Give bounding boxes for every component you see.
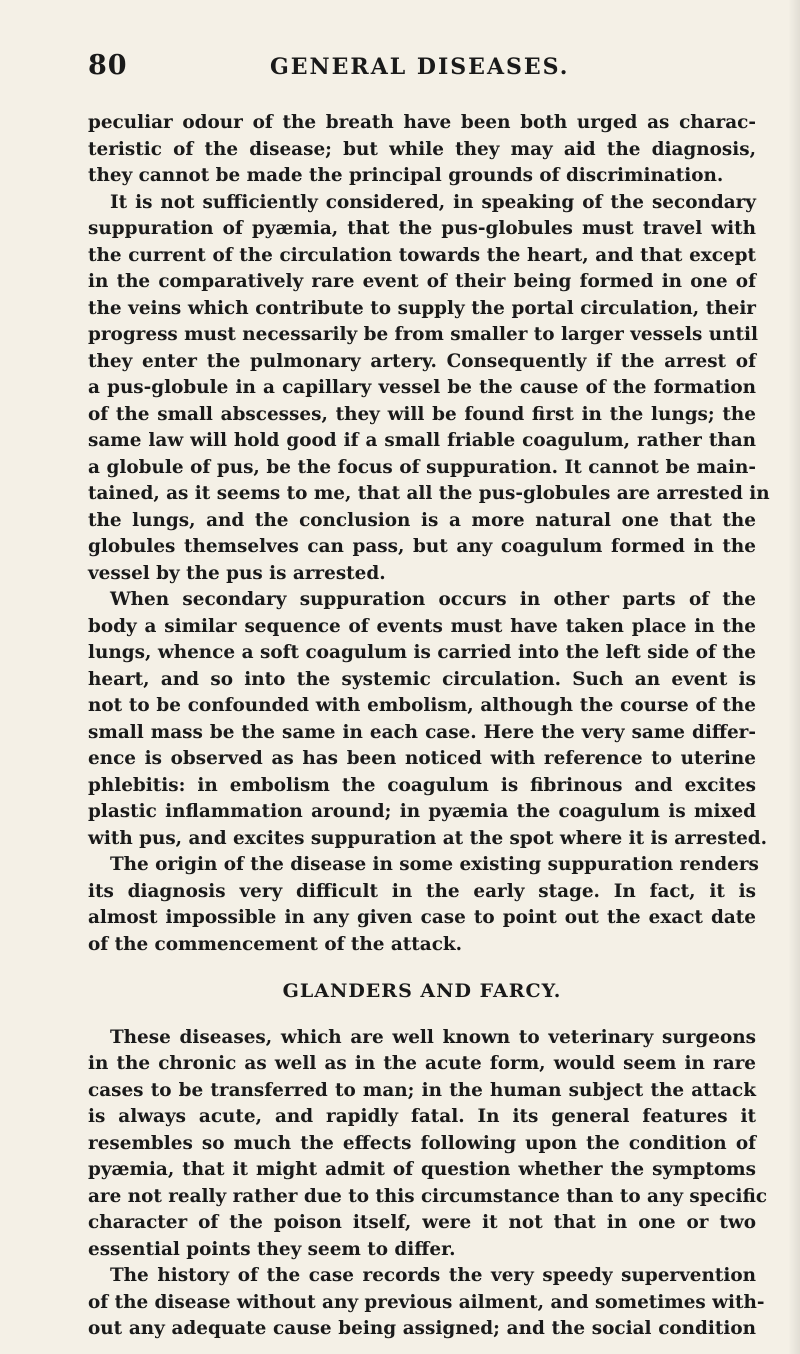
text-line: a pus-globule in a capillary vessel be the cause of the formation <box>88 377 756 398</box>
text-line: in the chronic as well as in the acute form, would seem in rare <box>88 1053 756 1074</box>
text-line: they cannot be made the principal grounds of discrimination. <box>88 165 724 186</box>
paragraph <box>88 587 768 852</box>
text-line: small mass be the same in each case. Here the very same differ- <box>88 721 756 743</box>
paragraph <box>88 1263 765 1343</box>
text-line: they enter the pulmonary artery. Consequently if the arrest of <box>88 350 756 372</box>
text-line: almost impossible in any given case to point out the exact date <box>88 907 756 928</box>
text-line: vessel by the pus is arrested. <box>88 562 386 584</box>
text-line: essential points they seem to differ. <box>88 1238 456 1260</box>
text-line: progress must necessarily be from smaller to larger vessels until <box>88 324 758 345</box>
text-line: heart, and so into the systemic circulation. Such an event is <box>88 668 756 690</box>
text-line: plastic inflammation around; in pyæmia the coagulum is mixed <box>88 801 756 822</box>
page-header <box>88 50 740 90</box>
text-line: the current of the circulation towards the heart, and that except <box>88 244 756 266</box>
text-line: the lungs, and the conclusion is a more natural one that the <box>88 509 756 531</box>
text-line: same law will hold good if a small friable coagulum, rather than <box>88 430 756 451</box>
text-line: of the commencement of the attack. <box>88 933 463 955</box>
text-line: the veins which contribute to supply the portal circulation, their <box>88 297 756 319</box>
text-line: its diagnosis very difficult in the early stage. In fact, it is <box>88 880 756 902</box>
paragraph <box>88 110 756 190</box>
text-line: phlebitis: in embolism the coagulum is fibrinous and excites <box>88 774 756 796</box>
text-line: with pus, and excites suppuration at the spot where it is arrested. <box>88 827 768 849</box>
text-line: It is not sufficiently considered, in speaking of the secondary <box>110 191 756 213</box>
text-line: a globule of pus, be the focus of suppuration. It cannot be main- <box>88 456 756 478</box>
paragraph <box>88 852 759 958</box>
page-number: 80 <box>88 50 128 81</box>
text-line: The history of the case records the very speedy supervention <box>110 1265 756 1286</box>
text-line: ence is observed as has been noticed with reference to uterine <box>88 748 756 769</box>
text-line: in the comparatively rare event of their being formed in one of <box>88 271 756 292</box>
page-edge-shadow <box>788 0 800 1354</box>
text-line: tained, as it seems to me, that all the pus-globules are arrested in <box>88 483 770 504</box>
text-line: globules themselves can pass, but any coagulum formed in the <box>88 536 756 557</box>
text-line: cases to be transferred to man; in the human subject the attack <box>88 1079 756 1101</box>
text-line: peculiar odour of the breath have been both urged as charac- <box>88 112 756 133</box>
text-line: teristic of the disease; but while they may aid the diagnosis, <box>88 138 756 160</box>
text-line: is always acute, and rapidly fatal. In its general features it <box>88 1106 756 1127</box>
body-text <box>88 110 770 1343</box>
paragraph <box>88 190 770 588</box>
text-line: are not really rather due to this circumstance than to any specific <box>88 1185 768 1207</box>
text-line: of the small abscesses, they will be found first in the lungs; the <box>88 403 756 425</box>
text-line: pyæmia, that it might admit of question whether the symptoms <box>88 1159 756 1180</box>
text-line: The origin of the disease in some existing suppuration renders <box>110 854 759 875</box>
text-line: body a similar sequence of events must have taken place in the <box>88 615 756 637</box>
text-line: When secondary suppuration occurs in other parts of the <box>110 589 756 610</box>
text-line: suppuration of pyæmia, that the pus-globules must travel with <box>88 218 756 239</box>
text-line: lungs, whence a soft coagulum is carried into the left side of the <box>88 642 756 663</box>
running-head: GENERAL DISEASES. <box>270 54 570 80</box>
text-line: not to be confounded with embolism, although the course of the <box>88 695 756 716</box>
text-line: These diseases, which are well known to veterinary surgeons <box>110 1026 756 1048</box>
text-line: of the disease without any previous ailment, and sometimes with- <box>88 1291 765 1313</box>
text-line: character of the poison itself, were it not that in one or two <box>88 1212 756 1233</box>
paragraph <box>88 1025 768 1264</box>
text-line: resembles so much the effects following upon the condition of <box>88 1132 756 1154</box>
text-line: out any adequate cause being assigned; and the social condition <box>88 1318 756 1339</box>
section-heading: GLANDERS AND FARCY. <box>282 980 562 1002</box>
